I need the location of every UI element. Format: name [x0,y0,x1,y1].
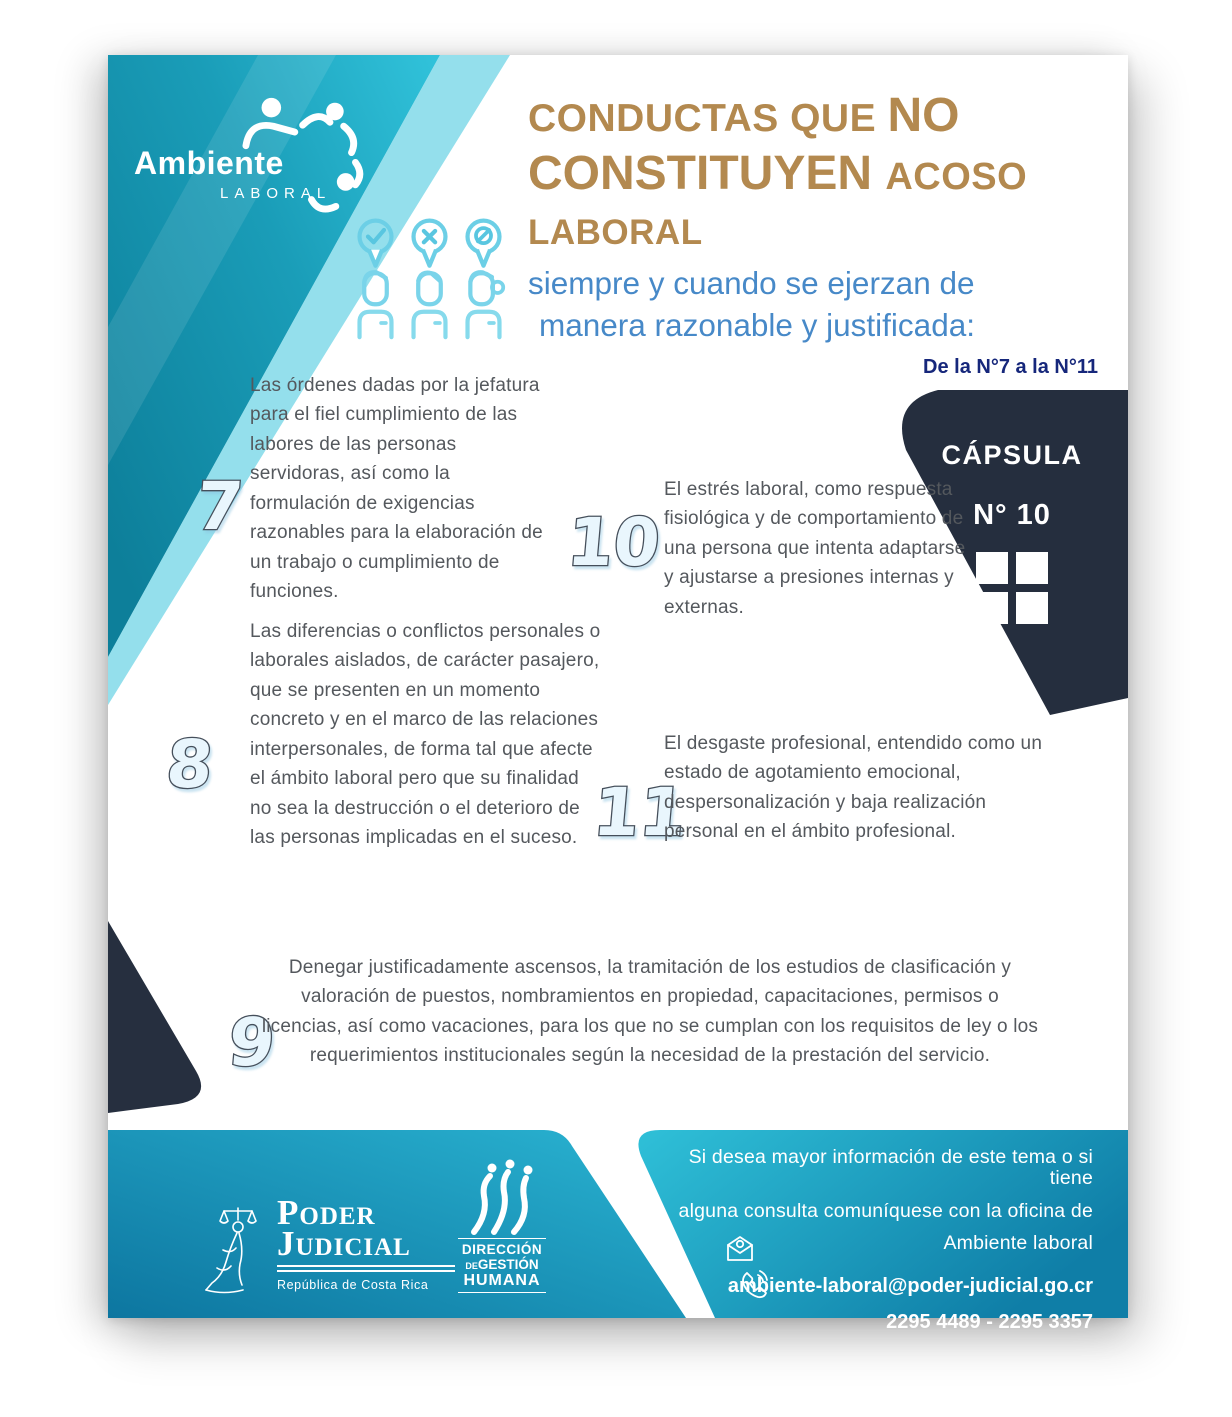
svg-text:7: 7 [193,468,246,545]
range-note: De la N°7 a la N°11 [923,355,1098,378]
subtitle-line-1: siempre y cuando se ejerzan de [528,264,975,301]
justice-icon [203,1202,273,1297]
gestion-line3: HUMANA [463,1272,541,1290]
item-text: Las diferencias o conflictos personales o laborales aislados, de carácter pasajero, que se presenten en un momento concreto y en el marco de las relaciones interpersonales, de forma tal que afecte el ámbito laboral pero que su finalidad no sea la destrucción o el deterioro de las personas implicadas en el suceso. [250,621,601,849]
title-word-acoso: ACOSO [885,155,1028,198]
capsule-number: N° 10 [973,499,1051,531]
svg-text:9: 9 [225,1004,278,1081]
title-line-1 [528,89,1106,143]
title-line-2 [528,147,1106,201]
window-icon [976,552,1048,624]
subtitle-line-2: manera razonable y justificada: [539,307,975,344]
title-line-3: LABORAL [528,212,703,252]
brand-name: Ambiente [134,145,284,181]
people-figures-icon [460,1158,544,1236]
person-check-icon [352,215,399,339]
capsule-label: CÁPSULA [941,440,1083,470]
corner-triangle-graphic [108,921,228,1119]
item-number [556,493,676,585]
item-text: El estrés laboral, como respuesta fisiológica y de comportamiento de una persona que intenta adaptarse y ajustarse a presiones internas y externas. [664,479,966,618]
brand-subname: LABORAL [220,185,332,202]
contact-message-line2: alguna consulta comuníquese con la oficina de [678,1199,1093,1222]
gestion-gestion: GESTIÓN [477,1256,539,1272]
phone-numbers: 2295 4489 - 2295 3357 [886,1310,1093,1333]
subtitle [528,262,1106,347]
opinion-icons-row [352,215,508,339]
title-conductas-que: CONDUCTAS QUE [528,97,877,140]
item-number [144,715,234,807]
poder-judicial-logo [203,1193,463,1303]
poder-judicial-tagline: República de Costa Rica [277,1277,429,1292]
title-constituyen: CONSTITUYEN [528,146,873,200]
brand-logo [124,91,374,231]
email-address: ambiente-laboral@poder-judicial.go.cr [727,1274,1093,1297]
page-title [528,89,1106,379]
gestion-humana-logo [458,1158,546,1293]
contact-message-line3: Ambiente laboral [943,1232,1093,1255]
svg-text:8: 8 [163,726,216,803]
gestion-line2 [458,1257,546,1273]
item-text: Las órdenes dadas por la jefatura para el fiel cumplimiento de las labores de las personas servidoras, así como la formulación de exigencias razonables para la elaboración de un trabajo o cumplimiento de funciones. [250,375,543,603]
page [108,55,1128,1333]
item-text: El desgaste profesional, entendido como un estado de agotamiento emocional, despersonalización y baja realización personal en el ámbito profesional. [664,733,1043,843]
poder-judicial-line2: Judicial [277,1223,411,1263]
contact-message-line1: Si desea mayor información de este tema o si tiene [688,1146,1093,1190]
contact-info [653,1147,1093,1334]
poder-judicial-name [277,1193,455,1292]
person-x-icon [406,215,453,339]
phone-icon [739,1269,769,1299]
item-text: Denegar justificadamente ascensos, la tramitación de los estudios de clasificación y valoración de puestos, nombramientos en propiedad, capacitaciones, permisos o licencias, así como vacaciones, para los que no se cumplan con los requisitos de ley o los requerimientos institucionales según la necesidad de la prestación del servicio. [261,957,1039,1067]
gestion-line1: DIRECCIÓN [461,1242,543,1257]
logo-rules [277,1265,455,1274]
gestion-humana-name [458,1238,546,1293]
svg-text:10: 10 [564,504,663,581]
person-block-icon [460,215,507,339]
email-icon [725,1235,755,1262]
poder-judicial-line1: Poder [277,1193,376,1232]
gestion-de: DE [465,1260,478,1271]
title-emphasis-no: NO [887,89,960,142]
svg-text:11: 11 [590,774,689,851]
